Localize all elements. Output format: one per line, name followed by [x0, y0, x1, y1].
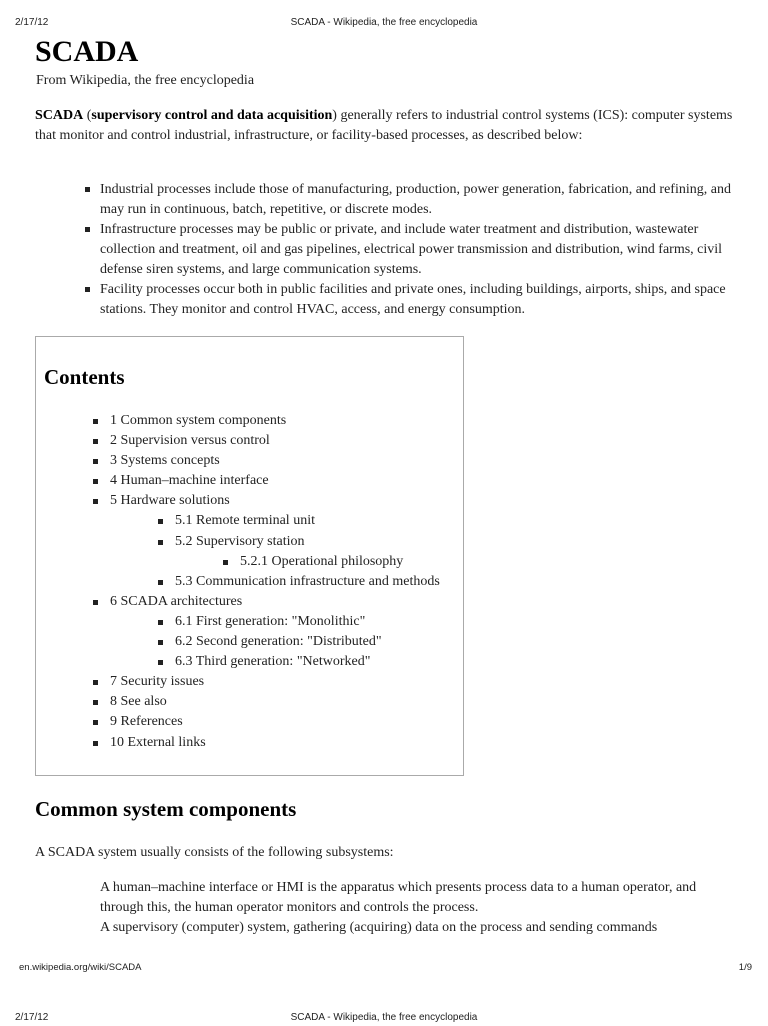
- intro-lead-term: SCADA: [35, 108, 84, 123]
- intro-expansion: supervisory control and data acquisition: [91, 108, 333, 123]
- page-number: 1/9: [738, 962, 752, 973]
- print-page-title: SCADA - Wikipedia, the free encyclopedia: [290, 17, 478, 28]
- intro-rest: ) generally refers to industrial control systems (ICS): computer systems that monitor and control industrial, infrastructure, or facility-based processes, as described below:: [35, 108, 733, 143]
- section-list: [100, 878, 740, 940]
- toc-item[interactable]: 4 Human–machine interface: [110, 471, 460, 491]
- toc-item[interactable]: 5.2 Supervisory station: [110, 532, 460, 552]
- intro-open-paren: (: [83, 108, 92, 123]
- section-intro: A SCADA system usually consists of the following subsystems:: [35, 845, 394, 860]
- toc-item[interactable]: 5.1 Remote terminal unit: [110, 511, 460, 531]
- print-date: 2/17/12: [15, 1012, 49, 1023]
- print-url: en.wikipedia.org/wiki/SCADA: [19, 962, 142, 973]
- toc-item[interactable]: 5.2.1 Operational philosophy: [110, 552, 460, 572]
- toc-item[interactable]: 7 Security issues: [110, 672, 460, 692]
- toc-title: Contents: [44, 365, 125, 389]
- toc-item[interactable]: 6 SCADA architectures: [110, 592, 460, 612]
- print-page-title: SCADA - Wikipedia, the free encyclopedia: [290, 1012, 478, 1023]
- list-item: A human–machine interface or HMI is the apparatus which presents process data to a human operator, and through this, the human operator monitors and controls the process.: [100, 878, 740, 918]
- toc-item[interactable]: 1 Common system components: [110, 411, 460, 431]
- toc-item[interactable]: 6.3 Third generation: "Networked": [110, 652, 460, 672]
- toc-list: [110, 411, 460, 753]
- toc-item[interactable]: 6.2 Second generation: "Distributed": [110, 632, 460, 652]
- print-header: [0, 17, 768, 31]
- intro-list: [100, 180, 740, 320]
- list-item: Industrial processes include those of manufacturing, production, power generation, fabrication, and refining, and may run in continuous, batch, repetitive, or discrete modes.: [100, 180, 740, 220]
- section-title: Common system components: [35, 797, 297, 821]
- list-item: A supervisory (computer) system, gathering (acquiring) data on the process and sending commands: [100, 918, 740, 938]
- toc-item[interactable]: 5 Hardware solutions: [110, 491, 460, 511]
- table-of-contents: [35, 336, 464, 776]
- toc-item[interactable]: 9 References: [110, 712, 460, 732]
- list-item: Infrastructure processes may be public or private, and include water treatment and distribution, wastewater collection and treatment, oil and gas pipelines, electrical power transmission and distribution, wind farms, civil defense siren systems, and large communication systems.: [100, 220, 740, 280]
- article-title: SCADA: [35, 35, 139, 68]
- print-footer: [0, 962, 768, 976]
- toc-item[interactable]: 5.3 Communication infrastructure and methods: [110, 572, 460, 592]
- print-date: 2/17/12: [15, 17, 49, 28]
- list-item: Facility processes occur both in public facilities and private ones, including buildings, airports, ships, and space stations. They monitor and control HVAC, access, and energy consumption.: [100, 280, 740, 320]
- toc-item[interactable]: 3 Systems concepts: [110, 451, 460, 471]
- toc-item[interactable]: 10 External links: [110, 733, 460, 753]
- toc-item[interactable]: 2 Supervision versus control: [110, 431, 460, 451]
- toc-item[interactable]: 6.1 First generation: "Monolithic": [110, 612, 460, 632]
- article-intro: [35, 106, 735, 146]
- article-tagline: From Wikipedia, the free encyclopedia: [36, 73, 255, 88]
- toc-item[interactable]: 8 See also: [110, 692, 460, 712]
